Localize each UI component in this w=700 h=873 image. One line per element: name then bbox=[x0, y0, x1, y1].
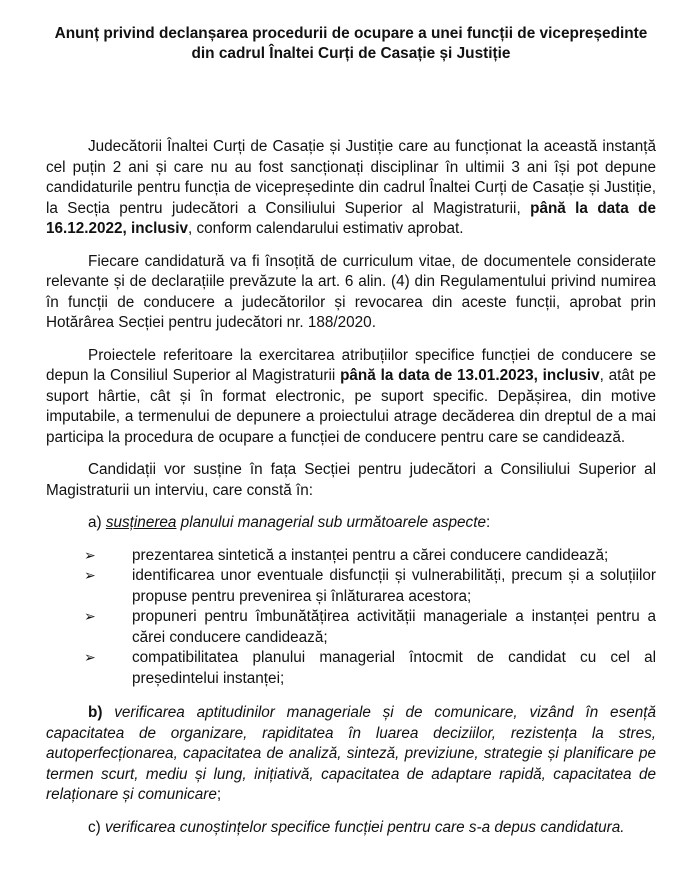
list-item bbox=[84, 648, 656, 689]
arrow-bullet-icon: ➢ bbox=[84, 547, 96, 564]
item-c-prefix: c) bbox=[88, 818, 105, 836]
item-a-underlined: susținerea bbox=[105, 514, 177, 531]
document-title bbox=[46, 24, 656, 64]
item-b-prefix: b) bbox=[88, 704, 115, 721]
item-a-end: : bbox=[485, 514, 491, 531]
list-item-text: propuneri pentru îmbunătățirea activității manageriale a instanței pentru a cărei conducere candidează; bbox=[132, 608, 656, 646]
paragraph-eligibility-text: Judecătorii Înaltei Curți de Casație și Justiție care au funcționat la această instanță cel puțin 2 ani și care nu au fost sancționați disciplinar în ultimii 3 ani își pot depune candidaturile pentru funcția de vicepreședinte din cadrul Înaltei Curți de Casație și Justiție, la Secția pentru judecători a Consiliului Superior al Magistraturii, bbox=[46, 138, 656, 217]
deadline-projects: până la data de 13.01.2023, inclusiv bbox=[340, 367, 600, 384]
paragraph-projects-end: , atât pe suport hârtie, cât și în format electronic, pe suport specific. Depășirea, din motive imputabile, a termenului de depunere a proiectului atrage decăderea din dreptul de a mai participa la procedura de ocupare a funcției de conducere pentru care se candidează. bbox=[46, 367, 656, 446]
list-item bbox=[84, 607, 656, 648]
paragraph-projects-text: Proiectele referitoare la exercitarea atribuțiilor specifice funcției de conducere se depun la Consiliul Superior al Magistraturii bbox=[46, 346, 656, 384]
paragraph-interview: Candidații vor susține în fața Secției pentru judecători a Consiliului Superior al Magistraturii un interviu, care constă în: bbox=[46, 461, 656, 499]
item-b-end: ; bbox=[216, 786, 222, 803]
item-b bbox=[46, 703, 656, 806]
item-a bbox=[46, 513, 656, 534]
list-item bbox=[84, 546, 656, 567]
item-c-italic: verificarea cunoștințelor specifice funcției pentru care s-a depus candidatura. bbox=[105, 818, 625, 836]
arrow-bullet-icon: ➢ bbox=[84, 609, 96, 625]
aspects-list bbox=[46, 546, 656, 690]
title-line-2: din cadrul Înaltei Curți de Casație și Justiție bbox=[191, 45, 511, 62]
list-item bbox=[84, 566, 656, 607]
paragraph-eligibility bbox=[46, 137, 656, 240]
item-b-italic: verificarea aptitudinilor manageriale și de comunicare, vizând în esență capacitatea de organizare, rapiditatea în luarea deciziilor, rezistența la stres, autoperfecționarea, capacitatea de analiză, sinteză, previziune, strategie și planificare pe termen scurt, mediu și lung, inițiativă, capacitatea de adaptare rapidă, capacitatea de relaționare și comunicare bbox=[46, 704, 656, 803]
paragraph-documents: Fiecare candidatură va fi însoțită de curriculum vitae, de documentele considerate relevante și de declarațiile prevăzute la art. 6 alin. (4) din Regulamentului privind numirea în funcții de conducere a judecătorilor și revocarea din aceste funcții, aprobat prin Hotărârea Secției pentru judecători nr. 188/2020. bbox=[46, 252, 656, 331]
paragraph-projects bbox=[46, 346, 656, 449]
item-a-prefix: a) bbox=[88, 514, 106, 531]
list-item-text: prezentarea sintetică a instanței pentru a cărei conducere candidează; bbox=[132, 546, 609, 564]
list-item-text: compatibilitatea planului managerial întocmit de candidat cu cel al președintelui instanței; bbox=[132, 649, 656, 687]
deadline-candidacy: până la data de 16.12.2022, inclusiv bbox=[46, 199, 657, 237]
arrow-bullet-icon: ➢ bbox=[84, 650, 96, 666]
item-c bbox=[46, 818, 656, 839]
paragraph-eligibility-end: , conform calendarului estimativ aprobat. bbox=[188, 220, 464, 237]
title-line-1: Anunț privind declanșarea procedurii de ocupare a unei funcții de vicepreședinte bbox=[54, 25, 648, 42]
arrow-bullet-icon: ➢ bbox=[84, 568, 96, 584]
item-a-italic: planului managerial sub următoarele aspecte bbox=[176, 514, 486, 531]
list-item-text: identificarea unor eventuale disfuncții și vulnerabilități, precum și a soluțiilor propuse pentru prevenirea și înlăturarea acestora; bbox=[132, 567, 656, 605]
